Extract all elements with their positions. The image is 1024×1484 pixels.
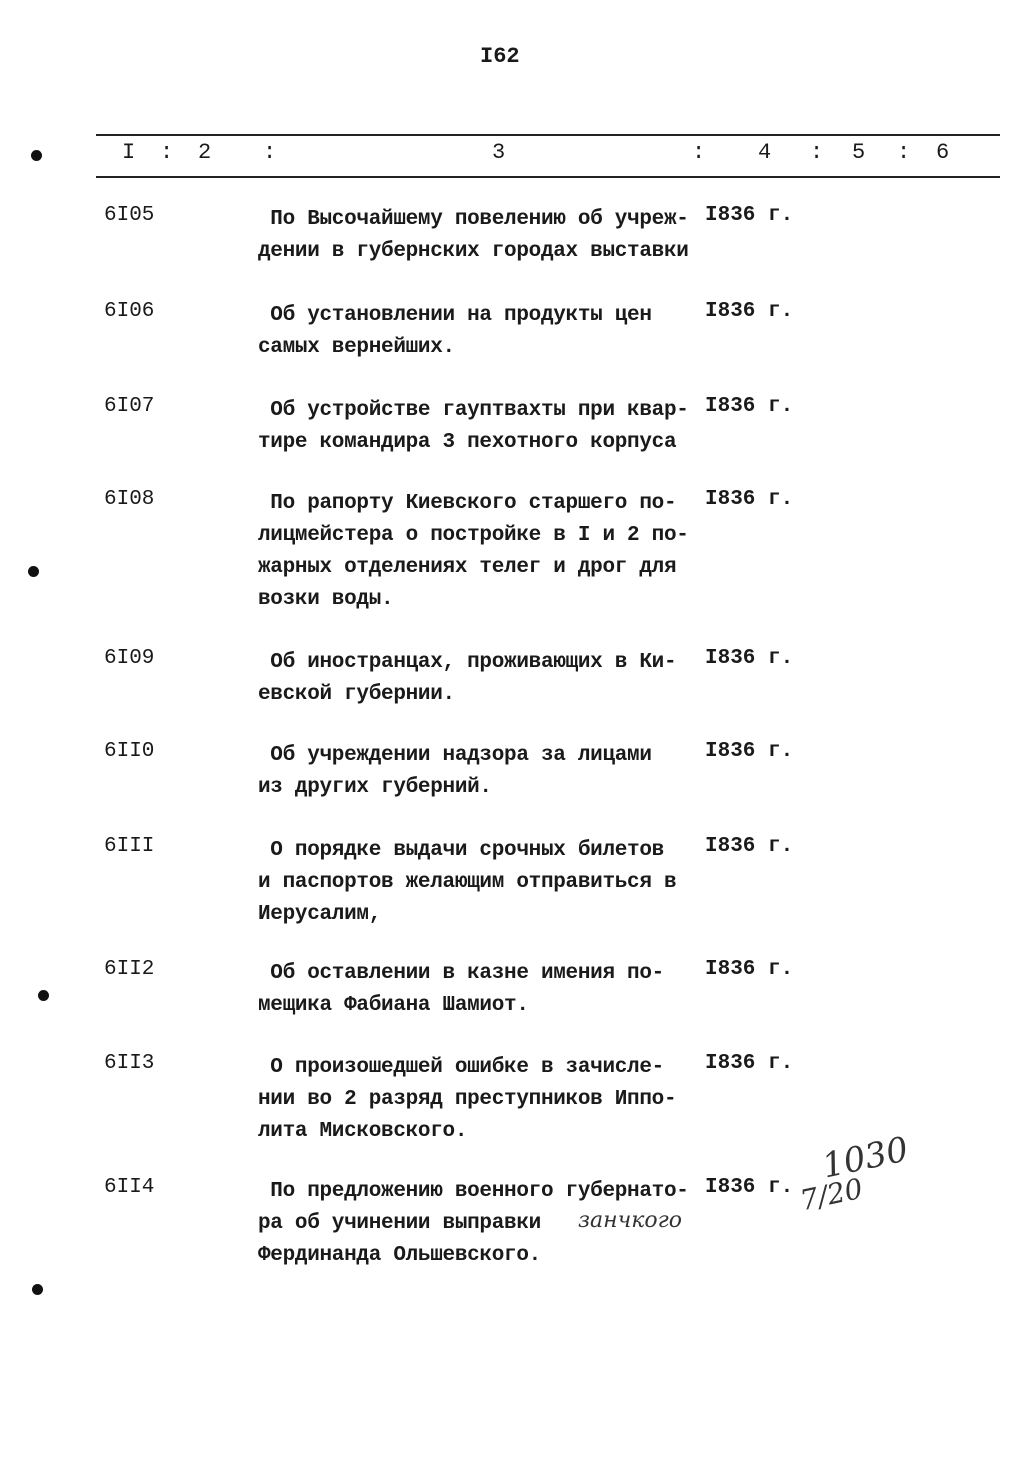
entry-description xyxy=(258,395,689,459)
entry-description xyxy=(258,1052,676,1148)
column-separator: : xyxy=(897,140,911,165)
entry-number: 6II2 xyxy=(104,958,155,981)
entry-description xyxy=(258,204,689,268)
entry-description xyxy=(258,488,689,616)
entry-number: 6I05 xyxy=(104,204,155,227)
entry-year: I836 г. xyxy=(705,300,794,323)
description-line: По предложению военного губернато- xyxy=(258,1180,689,1203)
column-header-5: 5 xyxy=(852,140,866,165)
entry-year: I836 г. xyxy=(705,740,794,763)
page-number: I62 xyxy=(480,44,520,69)
entry-year: I836 г. xyxy=(705,835,794,858)
entry-year: I836 г. xyxy=(705,958,794,981)
entry-description xyxy=(258,958,664,1022)
description-line: ра об учинении выправки xyxy=(258,1212,541,1235)
description-line: самых вернейших. xyxy=(258,336,455,359)
entry-description xyxy=(258,300,652,364)
entry-year: I836 г. xyxy=(705,395,794,418)
binder-hole-mark xyxy=(38,990,49,1001)
description-line: тире командира 3 пехотного корпуса xyxy=(258,431,677,454)
description-line: О произошедшей ошибке в зачисле- xyxy=(258,1056,664,1079)
column-header-4: 4 xyxy=(758,140,772,165)
description-line: Иерусалим, xyxy=(258,903,382,926)
description-line: лицмейстера о постройке в I и 2 по- xyxy=(258,524,689,547)
entry-number: 6I08 xyxy=(104,488,155,511)
handwritten-folio-sub: 7/20 xyxy=(797,1171,866,1218)
description-line: Об установлении на продукты цен xyxy=(258,304,652,327)
description-line: Об иностранцах, проживающих в Ки- xyxy=(258,651,677,674)
description-line: О порядке выдачи срочных билетов xyxy=(258,839,664,862)
binder-hole-mark xyxy=(31,150,42,161)
entry-number: 6II4 xyxy=(104,1176,155,1199)
entry-number: 6I07 xyxy=(104,395,155,418)
description-line: Фердинанда Ольшевского. xyxy=(258,1244,541,1267)
description-line: мещика Фабиана Шамиот. xyxy=(258,994,529,1017)
column-header-1: I xyxy=(122,140,136,165)
entry-year: I836 г. xyxy=(705,1176,794,1199)
description-line: возки воды. xyxy=(258,588,394,611)
column-header-6: 6 xyxy=(936,140,950,165)
binder-hole-mark xyxy=(28,566,39,577)
handwritten-insert: занчкого xyxy=(578,1208,683,1233)
entry-description xyxy=(258,740,652,804)
entry-description xyxy=(258,835,676,931)
column-separator: : xyxy=(810,140,824,165)
entry-year: I836 г. xyxy=(705,488,794,511)
entry-number: 6II3 xyxy=(104,1052,155,1075)
entry-description xyxy=(258,647,676,711)
description-line: дении в губернских городах выставки xyxy=(258,240,689,263)
column-header-2: 2 xyxy=(198,140,212,165)
entry-year: I836 г. xyxy=(705,204,794,227)
binder-hole-mark xyxy=(32,1284,43,1295)
description-line: из других губерний. xyxy=(258,776,492,799)
entry-number: 6I09 xyxy=(104,647,155,670)
header-bottom-rule xyxy=(96,176,1000,178)
description-line: и паспортов желающим отправиться в xyxy=(258,871,677,894)
column-separator: : xyxy=(263,140,277,165)
description-line: Об оставлении в казне имения по- xyxy=(258,962,664,985)
description-line: жарных отделениях телег и дрог для xyxy=(258,556,677,579)
handwritten-folio-number: 1030 xyxy=(818,1129,912,1187)
column-header-3: 3 xyxy=(492,140,506,165)
description-line: Об устройстве гауптвахты при квар- xyxy=(258,399,689,422)
description-line: евской губернии. xyxy=(258,683,455,706)
description-line: Об учреждении надзора за лицами xyxy=(258,744,652,767)
description-line: лита Мисковского. xyxy=(258,1120,468,1143)
column-separator: : xyxy=(160,140,174,165)
entry-number: 6I06 xyxy=(104,300,155,323)
description-line: По Высочайшему повелению об учреж- xyxy=(258,208,689,231)
description-line: По рапорту Киевского старшего по- xyxy=(258,492,677,515)
column-separator: : xyxy=(692,140,706,165)
entry-year: I836 г. xyxy=(705,1052,794,1075)
entry-year: I836 г. xyxy=(705,647,794,670)
entry-number: 6II0 xyxy=(104,740,155,763)
header-top-rule xyxy=(96,134,1000,136)
description-line: нии во 2 разряд преступников Иппо- xyxy=(258,1088,677,1111)
entry-number: 6III xyxy=(104,835,155,858)
